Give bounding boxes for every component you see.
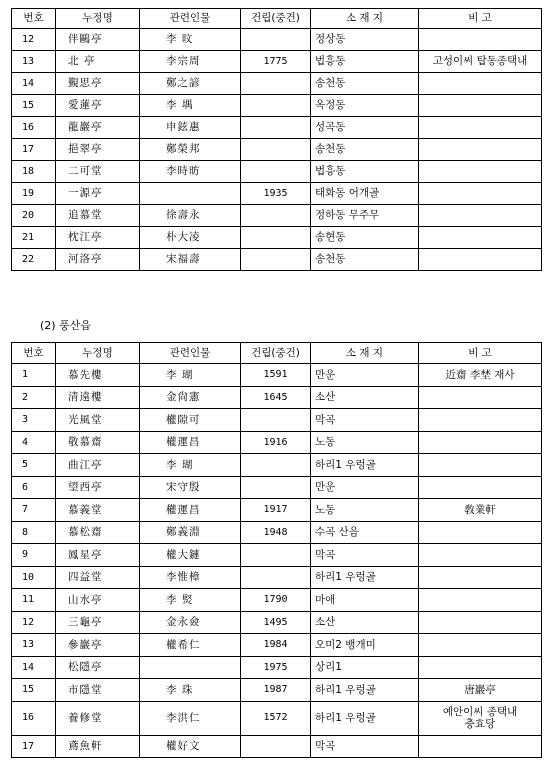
row-number-cell: 11	[12, 589, 56, 612]
related-person-cell: 李洪仁	[140, 701, 241, 735]
location-cell: 송천동	[311, 73, 419, 95]
note-cell	[419, 431, 542, 454]
built-year-cell: 1775	[241, 51, 311, 73]
section-title: (2) 풍산읍	[40, 319, 91, 332]
related-person-cell: 鄭義淵	[140, 521, 241, 544]
related-person-cell: 權大鏈	[140, 544, 241, 567]
pavilion-name-cell: 二可堂	[56, 161, 140, 183]
built-year-cell	[241, 161, 311, 183]
pavilion-name-cell: 枕江亭	[56, 227, 140, 249]
row-number-cell: 10	[12, 566, 56, 589]
location-cell: 만운	[311, 476, 419, 499]
location-cell: 옥정동	[311, 95, 419, 117]
pavilion-name-cell: 挹翠亭	[56, 139, 140, 161]
note-cell	[419, 249, 542, 271]
built-year-cell: 1645	[241, 386, 311, 409]
related-person-cell: 權運昌	[140, 499, 241, 522]
table-row	[12, 431, 542, 454]
pavilion-name-cell: 參巖亭	[56, 634, 140, 657]
location-cell: 송현동	[311, 227, 419, 249]
header-built-year: 건립(중건)	[241, 9, 311, 29]
pavilion-name-cell: 鳶魚軒	[56, 735, 140, 758]
note-cell: 고성이씨 탑동종택내	[419, 51, 542, 73]
table-row	[12, 364, 542, 387]
row-number-cell: 12	[12, 29, 56, 51]
location-cell: 송천동	[311, 139, 419, 161]
header-number: 번호	[12, 343, 56, 364]
location-cell: 정상동	[311, 29, 419, 51]
built-year-cell: 1916	[241, 431, 311, 454]
related-person-cell: 朴大凌	[140, 227, 241, 249]
row-number-cell: 12	[12, 611, 56, 634]
table-row	[12, 476, 542, 499]
built-year-cell	[241, 544, 311, 567]
header-number: 번호	[12, 9, 56, 29]
pavilion-name-cell: 光風堂	[56, 409, 140, 432]
header-built-year: 건립(중건)	[241, 343, 311, 364]
table-row	[12, 205, 542, 227]
related-person-cell: 金永僉	[140, 611, 241, 634]
pavilion-name-cell: 愛蓮亭	[56, 95, 140, 117]
note-cell	[419, 95, 542, 117]
note-cell	[419, 139, 542, 161]
table-row	[12, 499, 542, 522]
table-row	[12, 634, 542, 657]
table-row	[12, 139, 542, 161]
table-row	[12, 454, 542, 477]
row-number-cell: 19	[12, 183, 56, 205]
location-cell: 막곡	[311, 544, 419, 567]
row-number-cell: 14	[12, 73, 56, 95]
table-row	[12, 227, 542, 249]
table-row	[12, 701, 542, 735]
location-cell: 하리1 우렁골	[311, 454, 419, 477]
location-cell: 마애	[311, 589, 419, 612]
note-cell	[419, 566, 542, 589]
related-person-cell: 鄭之諺	[140, 73, 241, 95]
related-person-cell: 李 瑚	[140, 364, 241, 387]
table-row	[12, 521, 542, 544]
row-number-cell: 17	[12, 735, 56, 758]
pavilion-table-1	[11, 8, 542, 271]
note-cell	[419, 611, 542, 634]
table-row	[12, 611, 542, 634]
related-person-cell: 李時昉	[140, 161, 241, 183]
related-person-cell	[140, 656, 241, 679]
row-number-cell: 4	[12, 431, 56, 454]
pavilion-name-cell: 曲江亭	[56, 454, 140, 477]
table-row	[12, 679, 542, 702]
location-cell: 성곡동	[311, 117, 419, 139]
pavilion-name-cell: 北 亭	[56, 51, 140, 73]
location-cell: 소산	[311, 386, 419, 409]
table-row	[12, 51, 542, 73]
pavilion-name-cell: 望西亭	[56, 476, 140, 499]
table-row	[12, 183, 542, 205]
related-person-cell: 李 瑚	[140, 454, 241, 477]
built-year-cell: 1572	[241, 701, 311, 735]
built-year-cell: 1975	[241, 656, 311, 679]
location-cell: 막곡	[311, 409, 419, 432]
location-cell: 하리1 우렁골	[311, 701, 419, 735]
row-number-cell: 18	[12, 161, 56, 183]
table-row	[12, 95, 542, 117]
row-number-cell: 5	[12, 454, 56, 477]
table-row	[12, 73, 542, 95]
related-person-cell: 金尙憲	[140, 386, 241, 409]
header-pavilion-name: 누정명	[56, 343, 140, 364]
row-number-cell: 17	[12, 139, 56, 161]
location-cell: 만운	[311, 364, 419, 387]
location-cell: 하리1 우렁골	[311, 566, 419, 589]
table-row	[12, 161, 542, 183]
related-person-cell: 李 堣	[140, 95, 241, 117]
pavilion-name-cell: 龍巖亭	[56, 117, 140, 139]
pavilion-name-cell: 伴鷗亭	[56, 29, 140, 51]
note-cell: 唐巖亭	[419, 679, 542, 702]
related-person-cell: 權隙可	[140, 409, 241, 432]
header-related-person: 관련인물	[140, 9, 241, 29]
location-cell: 태화동 어개골	[311, 183, 419, 205]
built-year-cell: 1495	[241, 611, 311, 634]
built-year-cell: 1935	[241, 183, 311, 205]
note-cell	[419, 73, 542, 95]
built-year-cell	[241, 454, 311, 477]
built-year-cell: 1987	[241, 679, 311, 702]
built-year-cell: 1790	[241, 589, 311, 612]
pavilion-name-cell: 慕松齋	[56, 521, 140, 544]
header-pavilion-name: 누정명	[56, 9, 140, 29]
header-location: 소 재 지	[311, 343, 419, 364]
related-person-cell: 李 旼	[140, 29, 241, 51]
table-header-row	[12, 9, 542, 29]
pavilion-name-cell: 清遠樓	[56, 386, 140, 409]
row-number-cell: 13	[12, 634, 56, 657]
related-person-cell: 李 㷂	[140, 589, 241, 612]
row-number-cell: 6	[12, 476, 56, 499]
table-row	[12, 117, 542, 139]
built-year-cell	[241, 29, 311, 51]
note-cell	[419, 589, 542, 612]
table-row	[12, 589, 542, 612]
related-person-cell: 李宗周	[140, 51, 241, 73]
built-year-cell	[241, 205, 311, 227]
note-cell	[419, 161, 542, 183]
built-year-cell	[241, 117, 311, 139]
related-person-cell: 李 珠	[140, 679, 241, 702]
table-row	[12, 656, 542, 679]
row-number-cell: 22	[12, 249, 56, 271]
related-person-cell: 權希仁	[140, 634, 241, 657]
row-number-cell: 7	[12, 499, 56, 522]
header-note: 비 고	[419, 9, 542, 29]
pavilion-name-cell: 覲思亭	[56, 73, 140, 95]
pavilion-name-cell: 山水亭	[56, 589, 140, 612]
built-year-cell	[241, 73, 311, 95]
header-related-person: 관련인물	[140, 343, 241, 364]
built-year-cell: 1591	[241, 364, 311, 387]
row-number-cell: 15	[12, 679, 56, 702]
built-year-cell: 1948	[241, 521, 311, 544]
note-cell	[419, 205, 542, 227]
header-note: 비 고	[419, 343, 542, 364]
pavilion-name-cell: 養修堂	[56, 701, 140, 735]
related-person-cell: 李惟樟	[140, 566, 241, 589]
related-person-cell: 權好文	[140, 735, 241, 758]
pavilion-name-cell: 慕義堂	[56, 499, 140, 522]
row-number-cell: 16	[12, 701, 56, 735]
pavilion-name-cell: 一源亭	[56, 183, 140, 205]
pavilion-name-cell: 敬慕齋	[56, 431, 140, 454]
location-cell: 법흥동	[311, 161, 419, 183]
location-cell: 정하동 무주무	[311, 205, 419, 227]
built-year-cell: 1984	[241, 634, 311, 657]
related-person-cell	[140, 183, 241, 205]
row-number-cell: 21	[12, 227, 56, 249]
note-cell	[419, 544, 542, 567]
pavilion-name-cell: 四益堂	[56, 566, 140, 589]
built-year-cell	[241, 249, 311, 271]
pavilion-name-cell: 河洛亭	[56, 249, 140, 271]
related-person-cell: 申鉉惠	[140, 117, 241, 139]
pavilion-name-cell: 慕先樓	[56, 364, 140, 387]
built-year-cell	[241, 139, 311, 161]
row-number-cell: 13	[12, 51, 56, 73]
related-person-cell: 宋福壽	[140, 249, 241, 271]
row-number-cell: 1	[12, 364, 56, 387]
note-cell	[419, 183, 542, 205]
built-year-cell: 1917	[241, 499, 311, 522]
related-person-cell: 宋守殷	[140, 476, 241, 499]
location-cell: 하리1 우렁골	[311, 679, 419, 702]
pavilion-name-cell: 三龜亭	[56, 611, 140, 634]
built-year-cell	[241, 476, 311, 499]
built-year-cell	[241, 566, 311, 589]
table-row	[12, 544, 542, 567]
table-row	[12, 29, 542, 51]
built-year-cell	[241, 409, 311, 432]
pavilion-name-cell: 鳳星亭	[56, 544, 140, 567]
note-cell: 예안이씨 종택내 충효당	[419, 701, 542, 735]
note-cell	[419, 634, 542, 657]
location-cell: 노동	[311, 431, 419, 454]
built-year-cell	[241, 735, 311, 758]
note-cell	[419, 521, 542, 544]
note-cell	[419, 117, 542, 139]
location-cell: 막곡	[311, 735, 419, 758]
note-cell: 敎業軒	[419, 499, 542, 522]
built-year-cell	[241, 95, 311, 117]
row-number-cell: 8	[12, 521, 56, 544]
note-cell	[419, 386, 542, 409]
pavilion-table-2	[11, 342, 542, 758]
row-number-cell: 16	[12, 117, 56, 139]
note-cell	[419, 409, 542, 432]
note-cell	[419, 476, 542, 499]
related-person-cell: 鄭榮邦	[140, 139, 241, 161]
row-number-cell: 14	[12, 656, 56, 679]
note-cell: 近齋 李埜 재사	[419, 364, 542, 387]
location-cell: 수곡 산음	[311, 521, 419, 544]
location-cell: 오미2 뱅개미	[311, 634, 419, 657]
location-cell: 노동	[311, 499, 419, 522]
header-location: 소 재 지	[311, 9, 419, 29]
row-number-cell: 3	[12, 409, 56, 432]
table-row	[12, 566, 542, 589]
note-cell	[419, 656, 542, 679]
related-person-cell: 徐壽永	[140, 205, 241, 227]
row-number-cell: 15	[12, 95, 56, 117]
table-row	[12, 386, 542, 409]
built-year-cell	[241, 227, 311, 249]
row-number-cell: 2	[12, 386, 56, 409]
pavilion-name-cell: 追慕堂	[56, 205, 140, 227]
pavilion-name-cell: 市隱堂	[56, 679, 140, 702]
note-cell	[419, 29, 542, 51]
table-row	[12, 409, 542, 432]
note-cell	[419, 454, 542, 477]
pavilion-name-cell: 松隱亭	[56, 656, 140, 679]
row-number-cell: 20	[12, 205, 56, 227]
note-cell	[419, 227, 542, 249]
table-header-row	[12, 343, 542, 364]
location-cell: 소산	[311, 611, 419, 634]
location-cell: 송천동	[311, 249, 419, 271]
table-row	[12, 735, 542, 758]
table-row	[12, 249, 542, 271]
location-cell: 상리1	[311, 656, 419, 679]
row-number-cell: 9	[12, 544, 56, 567]
location-cell: 법흥동	[311, 51, 419, 73]
note-cell	[419, 735, 542, 758]
related-person-cell: 權運昌	[140, 431, 241, 454]
